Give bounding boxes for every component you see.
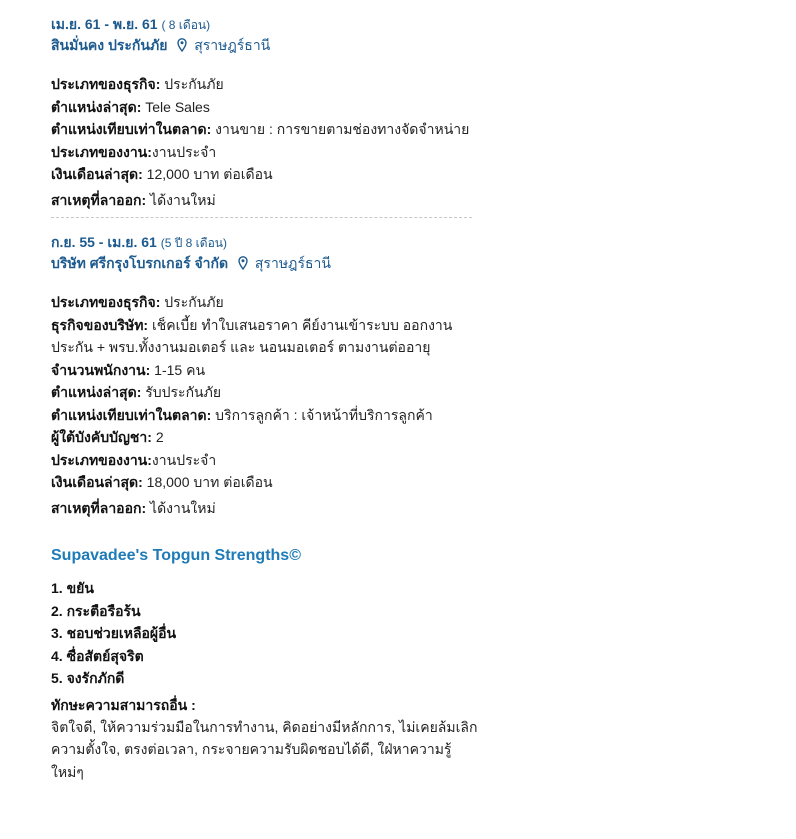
job-period [51, 14, 481, 35]
detail-market-equivalent: ตำแหน่งเทียบเท่าในตลาด: บริการลูกค้า : เจ้าหน้าที่บริการลูกค้า [51, 406, 433, 423]
job-details [51, 73, 481, 211]
detail-business-type: ประเภทของธุรกิจ: ประกันภัย [51, 294, 224, 310]
strength-item: 3. ชอบช่วยเหลือผู้อื่น [51, 625, 177, 641]
detail-job-type: ประเภทของงาน:งานประจำ [51, 143, 217, 160]
strength-item: 2. กระตือรือร้น [51, 602, 141, 619]
other-skills-text: จิตใจดี, ให้ความร่วมมือในการทำงาน, คิดอย่างมีหลักการ, ไม่เคยล้มเลิกความตั้งใจ, ตรงต่อเวลา, กระจายความรับผิดชอบได้ดี, ใฝ่หาความรู้ใหม่ๆ [51, 718, 478, 780]
detail-employee-count: จำนวนพนักงาน: 1-15 คน [51, 361, 206, 378]
strengths-section [51, 545, 481, 783]
work-experience-item [51, 0, 481, 218]
job-duration: ( 8 เดือน) [161, 18, 211, 32]
resume-content [51, 0, 481, 783]
detail-latest-position: ตำแหน่งล่าสุด: Tele Sales [51, 98, 210, 115]
detail-business-type: ประเภทของธุรกิจ: ประกันภัย [51, 76, 224, 92]
job-location: สุราษฎร์ธานี [194, 37, 271, 53]
job-dates: ก.ย. 55 - เม.ย. 61 [51, 234, 157, 250]
company-line [51, 253, 481, 275]
detail-leave-reason: สาเหตุที่ลาออก: ได้งานใหม่ [51, 499, 216, 516]
map-pin-icon [177, 37, 187, 57]
job-details [51, 291, 481, 519]
map-pin-icon [238, 255, 248, 275]
job-duration: (5 ปี 8 เดือน) [160, 236, 227, 250]
detail-market-equivalent: ตำแหน่งเทียบเท่าในตลาด: งานขาย : การขายตามช่องทางจัดจำหน่าย [51, 121, 470, 137]
strengths-title: Supavadee's Topgun Strengths© [51, 547, 301, 564]
detail-salary: เงินเดือนล่าสุด: 18,000 บาท ต่อเดือน [51, 474, 273, 490]
detail-latest-position: ตำแหน่งล่าสุด: รับประกันภัย [51, 384, 222, 400]
company-line [51, 35, 481, 57]
job-period [51, 232, 481, 253]
job-dates: เม.ย. 61 - พ.ย. 61 [51, 16, 158, 32]
job-location: สุราษฎร์ธานี [254, 255, 331, 271]
other-skills-title: ทักษะความสามารถอื่น : [51, 696, 196, 713]
work-experience-item [51, 218, 481, 519]
strength-item: 5. จงรักภักดี [51, 670, 125, 686]
strengths-list [51, 577, 481, 690]
strength-item: 1. ขยัน [51, 580, 94, 596]
strength-item: 4. ซื่อสัตย์สุจริต [51, 647, 144, 664]
company-name: สินมั่นคง ประกันภัย [51, 37, 168, 53]
detail-leave-reason: สาเหตุที่ลาออก: ได้งานใหม่ [51, 191, 216, 208]
company-name: บริษัท ศรีกรุงโบรกเกอร์ จำกัด [51, 255, 229, 271]
detail-job-type: ประเภทของงาน:งานประจำ [51, 451, 217, 468]
detail-company-business: ธุรกิจของบริษัท: เช็คเบี้ย ทำใบเสนอราคา คีย์งานเข้าระบบ ออกงานประกัน + พรบ.ทั้งงานมอเตอร์ และ นอนมอเตอร์ ตามงานต่ออายุ [51, 316, 453, 355]
detail-subordinates: ผู้ใต้บังคับบัญชา: 2 [51, 429, 164, 445]
detail-salary: เงินเดือนล่าสุด: 12,000 บาท ต่อเดือน [51, 166, 273, 182]
